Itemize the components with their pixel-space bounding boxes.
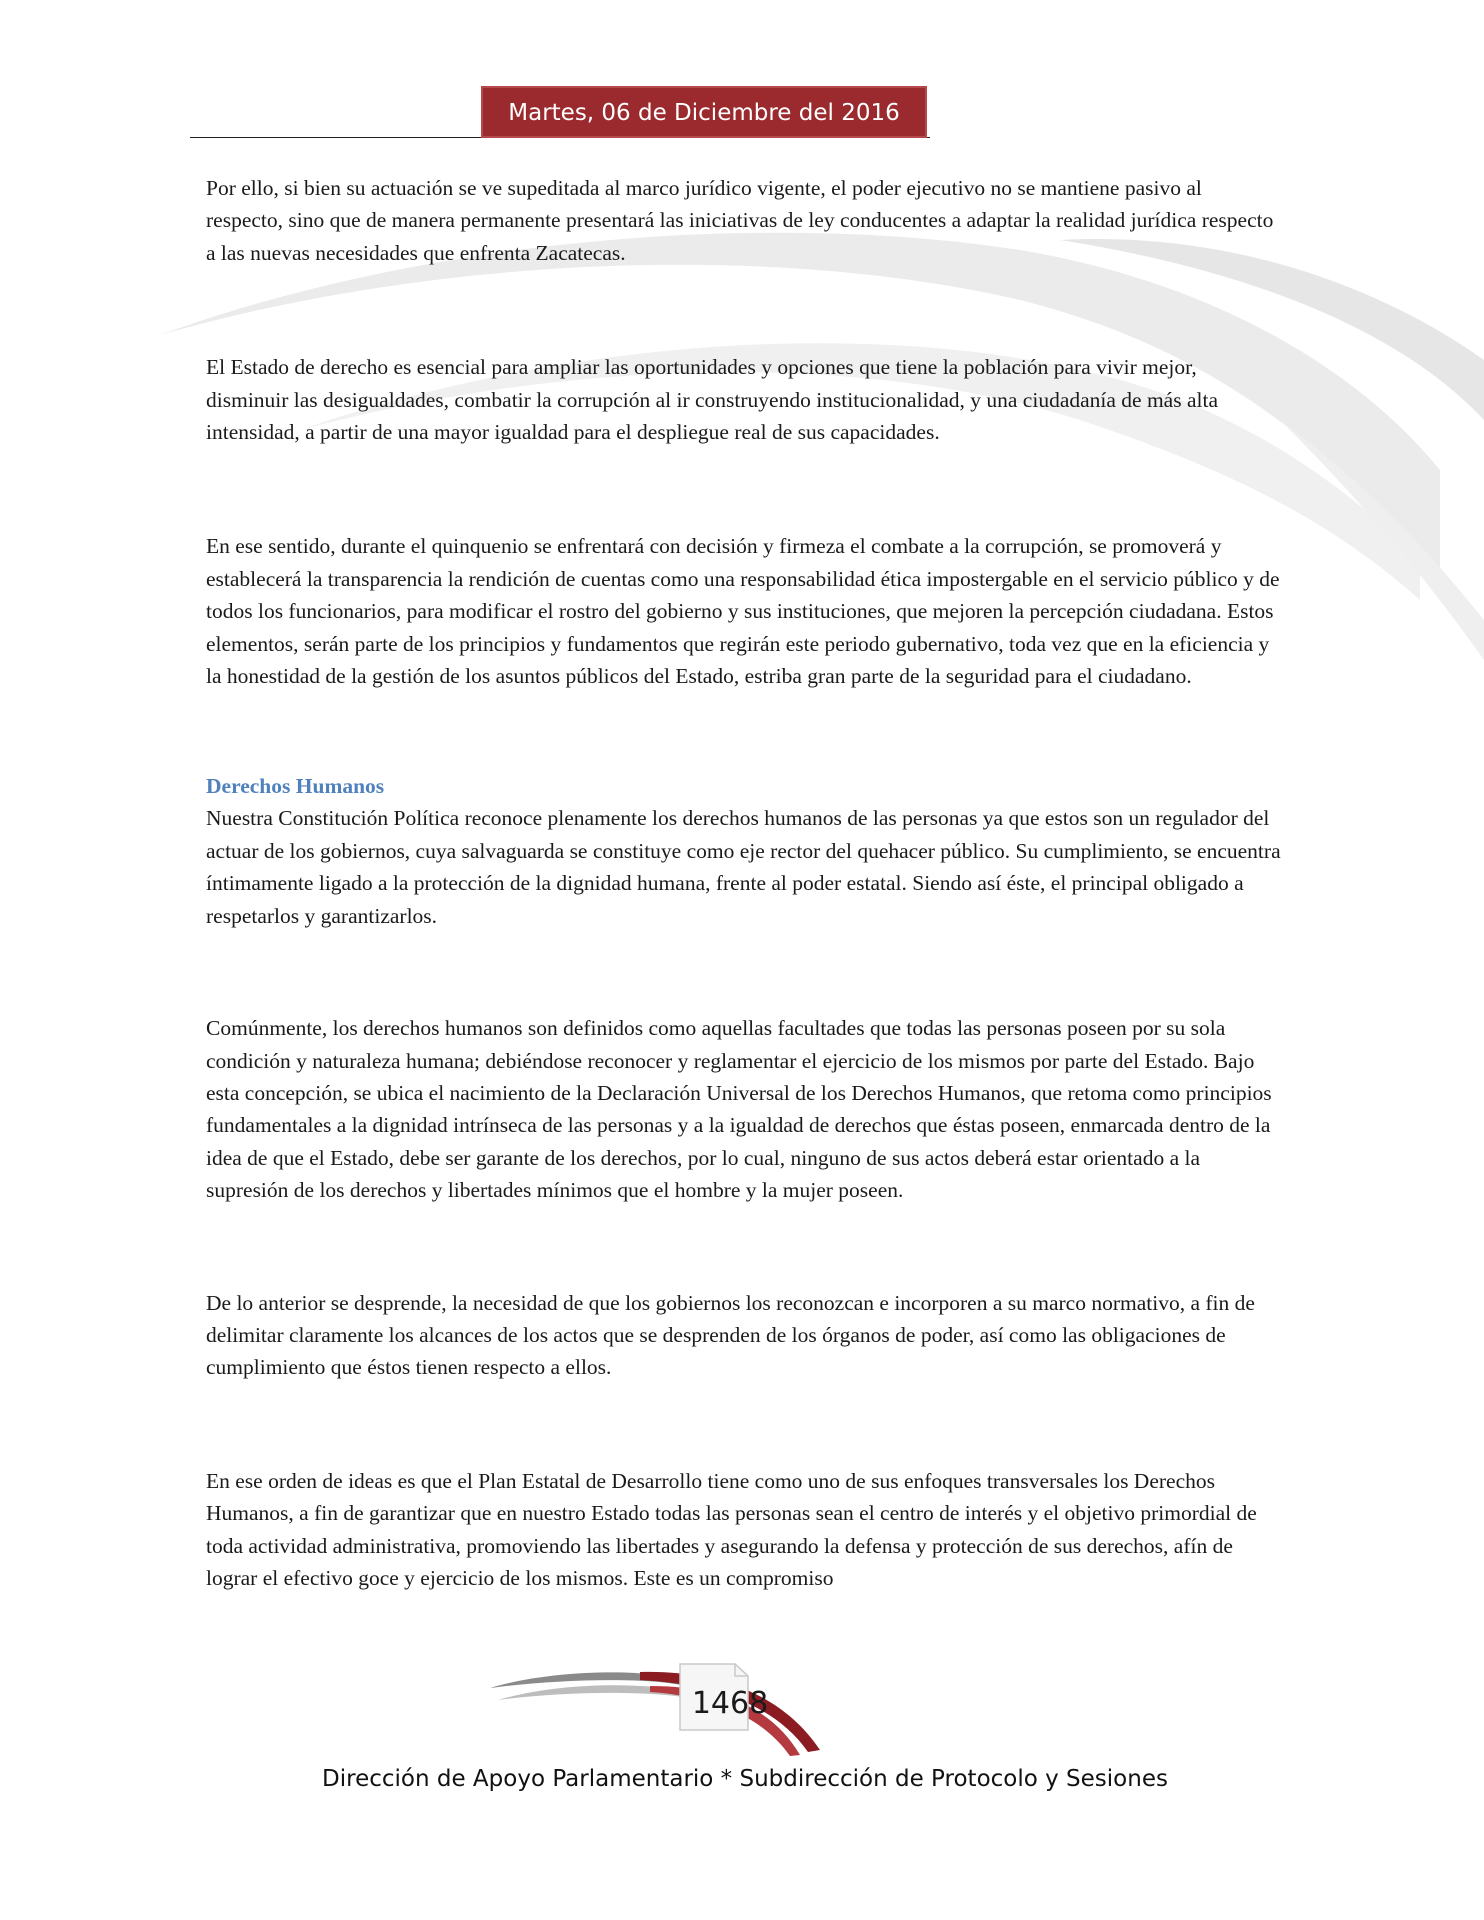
header-date-banner: Martes, 06 de Diciembre del 2016 bbox=[481, 86, 927, 138]
footer-text: Dirección de Apoyo Parlamentario * Subdirección de Protocolo y Sesiones bbox=[322, 1766, 1168, 1792]
paragraph-4: Nuestra Constitución Política reconoce plenamente los derechos humanos de las personas ya que estos son un regulador del actuar de los gobiernos, cuya salvaguarda se constituye como eje rector del quehacer público. Su cumplimiento, se encuentra íntimamente ligado a la protección de la dignidad humana, frente al poder estatal. Siendo así éste, el principal obligado a respetarlos y garantizarlos. bbox=[206, 806, 1281, 928]
document-body bbox=[206, 172, 1284, 1594]
paragraph-5: Comúnmente, los derechos humanos son definidos como aquellas facultades que todas las personas poseen por su sola condición y naturaleza humana; debiéndose reconocer y reglamentar el ejercicio de los mismos por parte del Estado. Bajo esta concepción, se ubica el nacimiento de la Declaración Universal de los Derechos Humanos, que retoma como principios fundamentales a la dignidad intrínseca de las personas y a la igualdad de derechos que éstas poseen, enmarcada dentro de la idea de que el Estado, debe ser garante de los derechos, por lo cual, ninguno de sus actos deberá estar orientado a la supresión de los derechos y libertades mínimos que el hombre y la mujer poseen. bbox=[206, 1016, 1272, 1203]
section-heading-derechos-humanos: Derechos Humanos bbox=[206, 774, 385, 799]
paragraph-1: Por ello, si bien su actuación se ve supeditada al marco jurídico vigente, el poder ejecutivo no se mantiene pasivo al respecto, sino que de manera permanente presentará las iniciativas de ley conducentes a adaptar la realidad jurídica respecto a las nuevas necesidades que enfrenta Zacatecas. bbox=[206, 176, 1274, 265]
paragraph-2: El Estado de derecho es esencial para ampliar las oportunidades y opciones que tiene la población para vivir mejor, disminuir las desigualdades, combatir la corrupción al ir construyendo institucionalidad, y una ciudadanía de más alta intensidad, a partir de una mayor igualdad para el despliegue real de sus capacidades. bbox=[206, 355, 1219, 445]
page-number: 1468 bbox=[691, 1686, 769, 1721]
paragraph-3: En ese sentido, durante el quinquenio se enfrentará con decisión y firmeza el combate a la corrupción, se promoverá y establecerá la transparencia la rendición de cuentas como una responsabilidad ética impostergable en el servicio público y de todos los funcionarios, para modificar el rostro del gobierno y sus instituciones, que mejoren la percepción ciudadana. Estos elementos, serán parte de los principios y fundamentos que regirán este periodo gubernativo, toda vez que en la eficiencia y la honestidad de la gestión de los asuntos públicos del Estado, estriba gran parte de la seguridad para el ciudadano. bbox=[206, 534, 1280, 689]
paragraph-6: De lo anterior se desprende, la necesidad de que los gobiernos los reconozcan e incorporen a su marco normativo, a fin de delimitar claramente los alcances de los actos que se desprenden de los órganos de poder, así como las obligaciones de cumplimiento que éstos tienen respecto a ellos. bbox=[206, 1290, 1255, 1380]
paragraph-7: En ese orden de ideas es que el Plan Estatal de Desarrollo tiene como uno de sus enfoques transversales los Derechos Humanos, a fin de garantizar que en nuestro Estado todas las personas sean el centro de interés y el objetivo primordial de toda actividad administrativa, promoviendo las libertades y asegurando la defensa y protección de sus derechos, afín de lograr el efectivo goce y ejercicio de los mismos. Este es un compromiso bbox=[206, 1468, 1257, 1590]
